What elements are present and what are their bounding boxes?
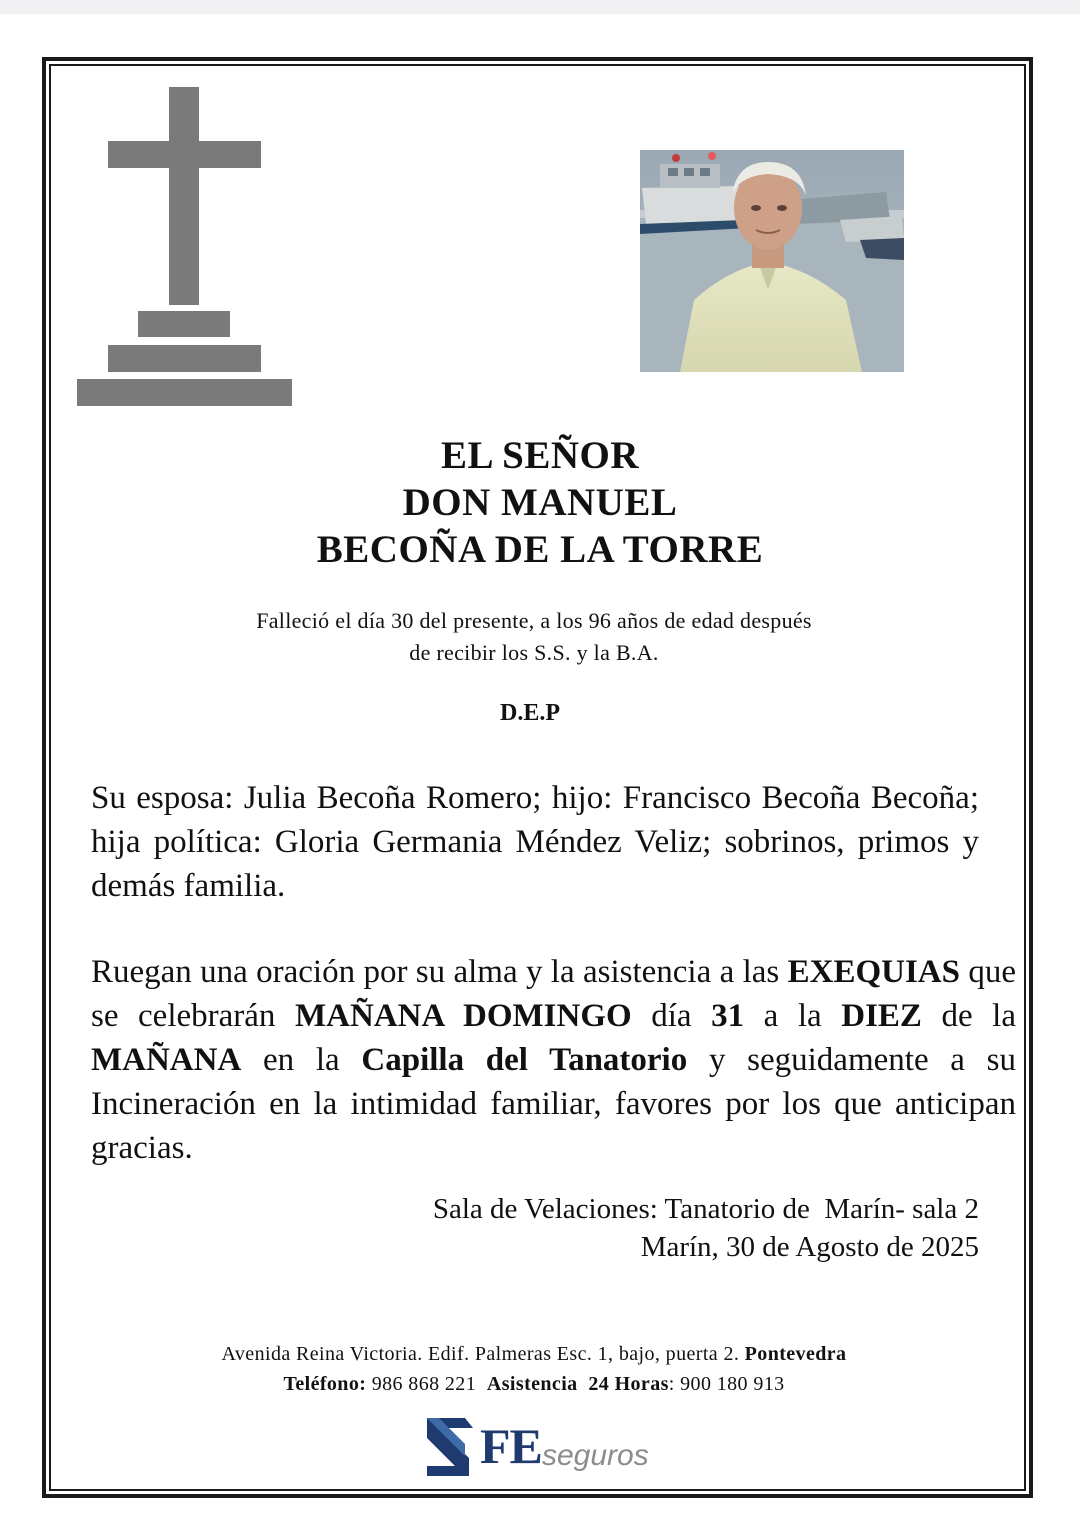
cross-vertical-bar [169, 87, 199, 305]
footer-address: Avenida Reina Victoria. Edif. Palmeras Esc. 1, bajo, puerta 2. [221, 1343, 745, 1365]
ceremony-text-2: que se celebrarán [91, 954, 1016, 1034]
ceremony-text-7: y seguidamente a su Incineración en la intimidad familiar, favores por los que anticipan gracias. [91, 1042, 1016, 1166]
logo-brand: FE [480, 1418, 542, 1474]
title-line-3: BECOÑA DE LA TORRE [316, 528, 764, 571]
footer-phone: 986 868 221 [366, 1373, 487, 1395]
death-notice-line-2: de recibir los S.S. y la B.A. [409, 640, 659, 665]
funeral-home-footer [0, 1339, 1068, 1399]
cross-step-top [138, 311, 230, 337]
footer-city: Pontevedra [744, 1343, 847, 1365]
notice-date: Marín, 30 de Agosto de 2025 [640, 1231, 979, 1263]
ceremony-bold-day: MAÑANA DOMINGO [294, 998, 632, 1034]
dep-text: D.E.P [500, 700, 560, 726]
fe-seguros-logo [425, 1416, 665, 1480]
ceremony-text-4: a la [744, 998, 842, 1034]
title-line-2: DON MANUEL [402, 481, 678, 524]
title-line-1: EL SEÑOR [441, 434, 639, 477]
ceremony-text-6: en la [241, 1042, 362, 1078]
family-paragraph: Su esposa: Julia Becoña Romero; hijo: Francisco Becoña Becoña; hija política: Gloria Germania Méndez Veliz; sobrinos, primos y demás familia. [91, 780, 979, 904]
footer-address-line [0, 1339, 1068, 1369]
ceremony-text-5: de la [921, 998, 1016, 1034]
cross-step-middle [108, 345, 261, 372]
top-band [0, 0, 1080, 14]
footer-assist-label: Asistencia 24 Horas [486, 1373, 669, 1395]
portrait-illustration [640, 150, 904, 372]
ceremony-bold-date: 31 [711, 998, 745, 1034]
cross-horizontal-bar [108, 141, 261, 168]
ceremony-paragraph [91, 950, 1016, 1170]
portrait-photo [640, 150, 904, 372]
location-block [433, 1190, 979, 1266]
ceremony-bold-chapel: Capilla del Tanatorio [361, 1042, 688, 1078]
ceremony-text-1: Ruegan una oración por su alma y la asistencia a las [91, 954, 788, 990]
cross-step-bottom [77, 379, 292, 406]
ceremony-bold-exequias: EXEQUIAS [787, 954, 960, 990]
logo-subtitle: seguros [542, 1439, 649, 1472]
ceremony-text-3: día [631, 998, 712, 1034]
footer-phone-label: Teléfono: [283, 1373, 367, 1395]
ceremony-bold-hour: DIEZ [841, 998, 922, 1034]
footer-assist: : 900 180 913 [668, 1373, 785, 1395]
ceremony-bold-morning: MAÑANA [91, 1042, 242, 1078]
death-notice-line-1: Falleció el día 30 del presente, a los 96 años de edad después [256, 608, 812, 633]
wake-room: Sala de Velaciones: Tanatorio de Marín- sala 2 [432, 1193, 979, 1225]
deceased-name-block [0, 432, 1080, 573]
death-notice [0, 605, 1068, 669]
footer-contact-line [0, 1369, 1068, 1399]
fe-logo-mark-icon [425, 1416, 477, 1478]
